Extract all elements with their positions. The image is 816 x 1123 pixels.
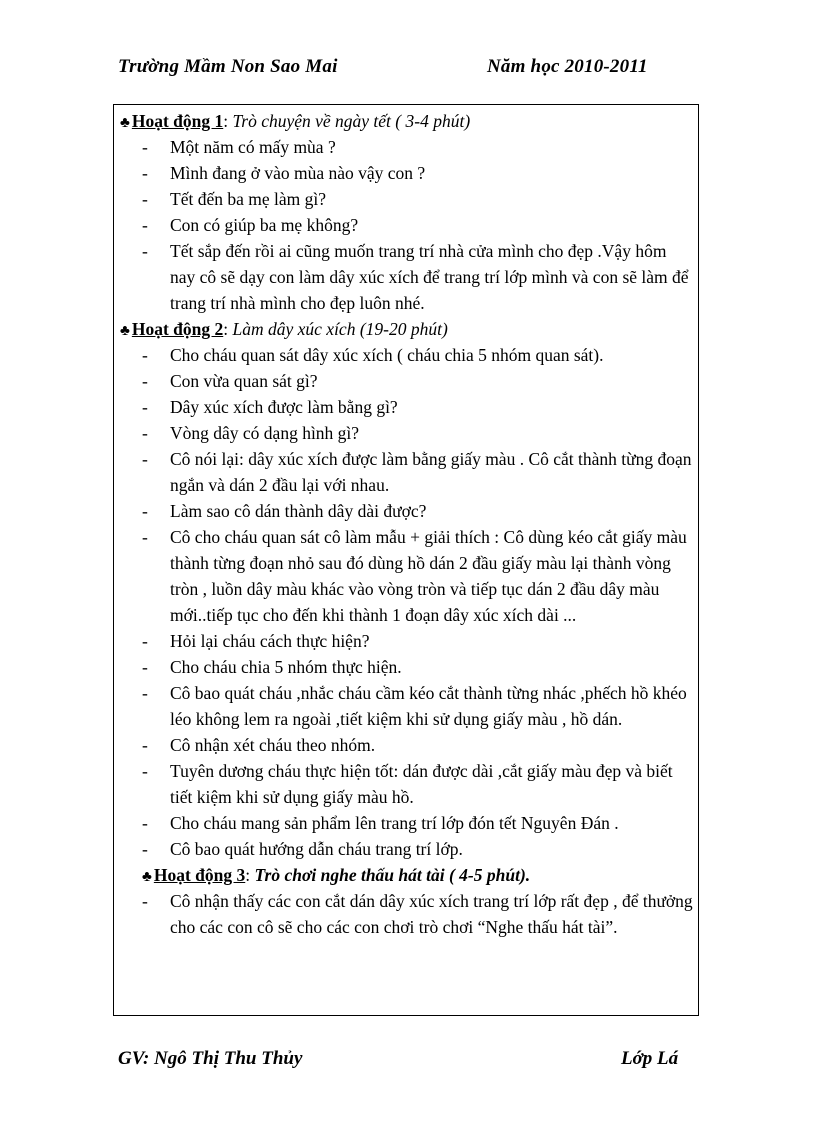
section-heading-2: ♣ Hoạt động 2: Làm dây xúc xích (19-20 phút) [120, 319, 448, 339]
dash-bullet-icon: - [142, 397, 148, 417]
list-item-text: Cho cháu mang sản phẩm lên trang trí lớp đón tết Nguyên Đán . [170, 813, 619, 833]
dash-bullet-icon: - [142, 527, 148, 547]
club-icon: ♣ [142, 869, 152, 885]
list-item [120, 446, 698, 498]
list-item [120, 394, 698, 420]
list-item [120, 680, 698, 732]
list-item [120, 628, 698, 654]
list-item-text: Dây xúc xích được làm bằng gì? [170, 397, 398, 417]
list-item [120, 134, 698, 160]
list-item-text: Cô bao quát hướng dẫn cháu trang trí lớp. [170, 839, 463, 859]
dash-bullet-icon: - [142, 241, 148, 261]
lesson-content [120, 108, 698, 940]
dash-bullet-icon: - [142, 345, 148, 365]
list-item [120, 524, 698, 628]
list-item-text: Cô cho cháu quan sát cô làm mẫu + giải thích : Cô dùng kéo cắt giấy màu thành từng đoạn nhỏ sau đó dùng hồ dán 2 đầu giấy màu lại thành vòng tròn , luồn dây màu khác vào vòng tròn và tiếp tục dán 2 đầu dây màu mới..tiếp tục cho đến khi thành 1 đoạn dây xúc xích dài ... [170, 527, 687, 625]
list-item [120, 212, 698, 238]
section-heading-3: ♣ Hoạt động 3: Trò chơi nghe thấu hát tài ( 4-5 phút). [142, 865, 531, 885]
school-name: Trường Mầm Non Sao Mai [118, 56, 338, 77]
dash-bullet-icon: - [142, 813, 148, 833]
dash-bullet-icon: - [142, 423, 148, 443]
list-item [120, 810, 698, 836]
school-year: Năm học 2010-2011 [487, 56, 648, 77]
list-item [120, 160, 698, 186]
dash-bullet-icon: - [142, 501, 148, 521]
list-item-text: Tuyên dương cháu thực hiện tốt: dán được dài ,cắt giấy màu đẹp và biết tiết kiệm khi sử dụng giấy màu hồ. [170, 761, 673, 807]
list-item-text: Cô bao quát cháu ,nhắc cháu cầm kéo cắt thành từng nhác ,phếch hồ khéo léo không lem ra ngoài ,tiết kiệm khi sử dụng giấy màu , hồ dán. [170, 683, 687, 729]
class-name: Lớp Lá [621, 1048, 679, 1069]
list-item-text: Làm sao cô dán thành dây dài được? [170, 501, 427, 521]
list-item-text: Mình đang ở vào mùa nào vậy con ? [170, 163, 426, 183]
list-item-text: Cho cháu quan sát dây xúc xích ( cháu chia 5 nhóm quan sát). [170, 345, 604, 365]
dash-bullet-icon: - [142, 735, 148, 755]
section-title: Làm dây xúc xích (19-20 phút) [232, 319, 448, 339]
section-label: Hoạt động 1 [131, 111, 224, 131]
dash-bullet-icon: - [142, 189, 148, 209]
dash-bullet-icon: - [142, 163, 148, 183]
section-label: Hoạt động 2 [131, 319, 224, 339]
list-item [120, 368, 698, 394]
dash-bullet-icon: - [142, 761, 148, 781]
list-item-text: Tết đến ba mẹ làm gì? [170, 189, 326, 209]
list-item [120, 836, 698, 862]
list-item-text: Con vừa quan sát gì? [170, 371, 318, 391]
list-item-text: Một năm có mấy mùa ? [170, 137, 336, 157]
dash-bullet-icon: - [142, 215, 148, 235]
list-item [120, 238, 698, 316]
list-item-text: Cho cháu chia 5 nhóm thực hiện. [170, 657, 402, 677]
section-label: Hoạt động 3 [153, 865, 246, 885]
section-heading-1: ♣ Hoạt động 1: Trò chuyện về ngày tết ( 3-4 phút) [120, 111, 471, 131]
teacher-name: GV: Ngô Thị Thu Thủy [118, 1048, 303, 1069]
list-item [120, 186, 698, 212]
list-item-text: Tết sắp đến rồi ai cũng muốn trang trí nhà cửa mình cho đẹp .Vậy hôm nay cô sẽ dạy con làm dây xúc xích để trang trí lớp mình và con sẽ làm để trang trí nhà mình cho đẹp luôn nhé. [170, 241, 689, 313]
dash-bullet-icon: - [142, 371, 148, 391]
list-item-text: Con có giúp ba mẹ không? [170, 215, 359, 235]
list-item [120, 654, 698, 680]
list-item-text: Cô nhận thấy các con cắt dán dây xúc xích trang trí lớp rất đẹp , để thưởng cho các con cô sẽ cho các con chơi trò chơi “Nghe thấu hát tài”. [170, 891, 693, 937]
dash-bullet-icon: - [142, 839, 148, 859]
club-icon: ♣ [120, 323, 130, 339]
section-title: Trò chuyện về ngày tết ( 3-4 phút) [232, 111, 471, 131]
dash-bullet-icon: - [142, 137, 148, 157]
club-icon: ♣ [120, 115, 130, 131]
list-item [120, 342, 698, 368]
dash-bullet-icon: - [142, 449, 148, 469]
dash-bullet-icon: - [142, 891, 148, 911]
list-item [120, 888, 698, 940]
list-item-text: Cô nhận xét cháu theo nhóm. [170, 735, 376, 755]
list-item [120, 758, 698, 810]
section-title: Trò chơi nghe thấu hát tài ( 4-5 phút). [254, 865, 531, 885]
dash-bullet-icon: - [142, 631, 148, 651]
dash-bullet-icon: - [142, 683, 148, 703]
list-item-text: Hỏi lại cháu cách thực hiện? [170, 631, 370, 651]
list-item-text: Cô nói lại: dây xúc xích được làm bằng giấy màu . Cô cắt thành từng đoạn ngắn và dán 2 đầu lại với nhau. [170, 449, 692, 495]
list-item [120, 420, 698, 446]
list-item [120, 732, 698, 758]
dash-bullet-icon: - [142, 657, 148, 677]
list-item-text: Vòng dây có dạng hình gì? [170, 423, 360, 443]
list-item [120, 498, 698, 524]
